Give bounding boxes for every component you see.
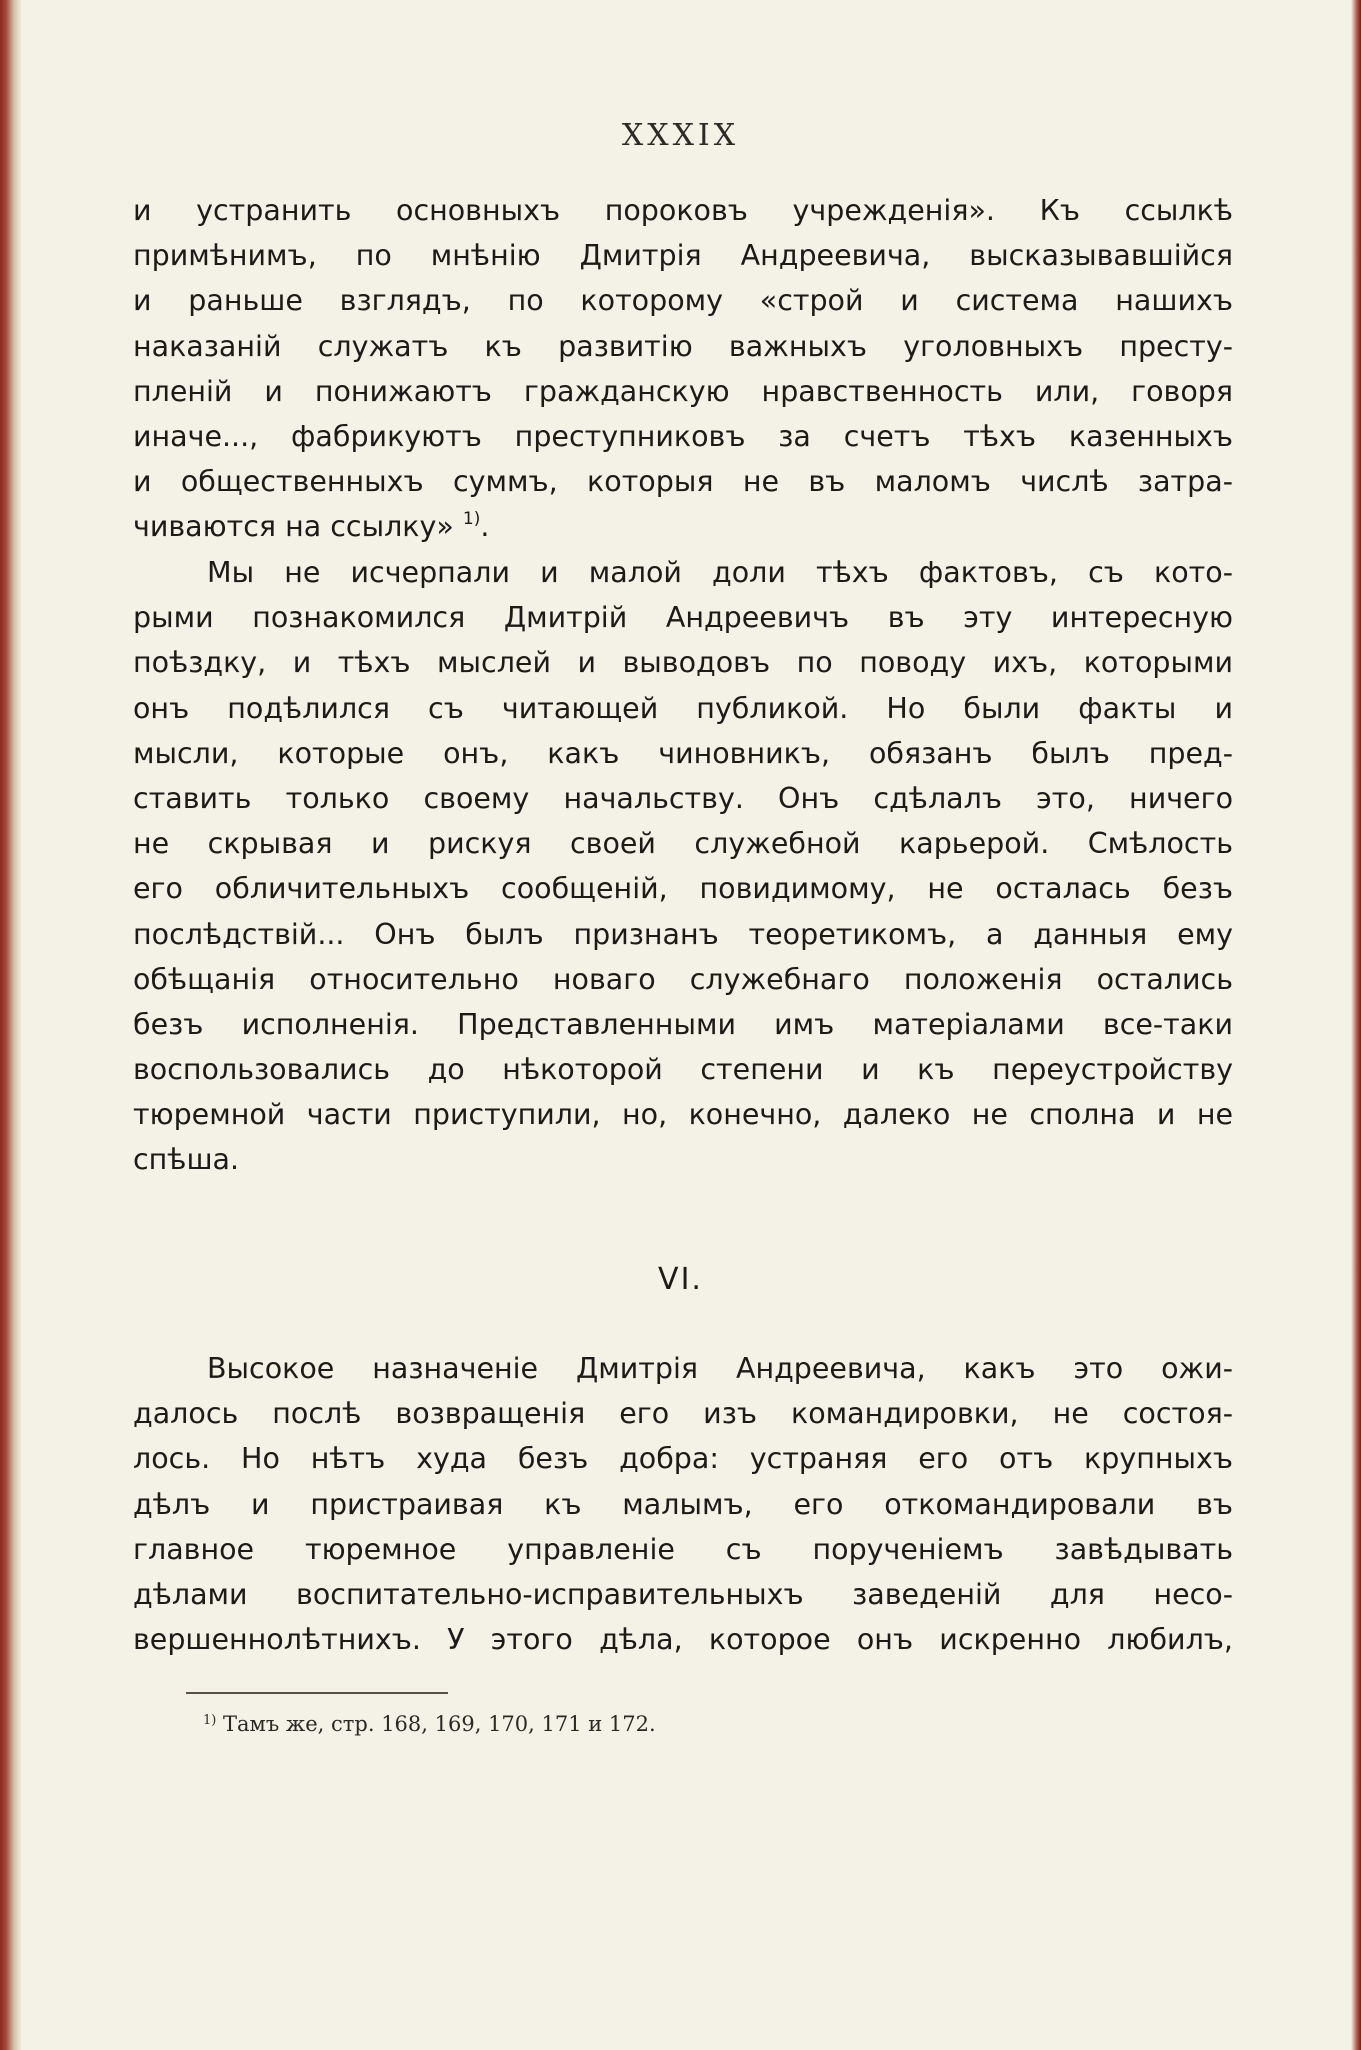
footnote-text: Тамъ же, стр. 168, 169, 170, 171 и 172. (223, 1712, 656, 1736)
footnote-divider (186, 1692, 448, 1694)
text-line: иначе..., фабрикуютъ преступниковъ за счетъ тѣхъ казенныхъ (133, 419, 1233, 453)
paragraph-continuation (133, 188, 1233, 550)
text-line-last (133, 504, 1233, 549)
footnote (203, 1712, 656, 1736)
text-line: тюремной части приступили, но, конечно, далеко не сполна и не (133, 1098, 1233, 1132)
text-line: мысли, которые онъ, какъ чиновникъ, обязанъ былъ пред- (133, 736, 1233, 770)
text-fragment: чиваются на ссылку» (133, 510, 454, 544)
paragraph-3 (133, 1346, 1233, 1662)
paragraph-2 (133, 550, 1233, 1183)
text-line: дѣлами воспитательно-исправительныхъ заведеній для несо- (133, 1577, 1233, 1611)
text-line: рыми познакомился Дмитрій Андреевичъ въ эту интересную (133, 601, 1233, 635)
text-line: примѣнимъ, по мнѣнію Дмитрія Андреевича, высказывавшійся (133, 239, 1233, 273)
text-line: главное тюремное управленіе съ порученіемъ завѣдывать (133, 1532, 1233, 1566)
text-line: воспользовались до нѣкоторой степени и къ переустройству (133, 1053, 1233, 1087)
page-edge-left (0, 0, 22, 2050)
text-line: онъ подѣлился съ читающей публикой. Но были факты и (133, 691, 1233, 725)
page-edge-right (1351, 0, 1361, 2050)
text-line: далось послѣ возвращенія его изъ командировки, не состоя- (133, 1397, 1233, 1431)
text-line: безъ исполненія. Представленными имъ матеріалами все-таки (133, 1007, 1233, 1041)
text-fragment: . (480, 510, 490, 544)
section-heading: VI. (658, 1262, 703, 1297)
text-line: не скрывая и рискуя своей служебной карьерой. Смѣлость (133, 827, 1233, 861)
text-line: поѣздку, и тѣхъ мыслей и выводовъ по поводу ихъ, которыми (133, 646, 1233, 680)
page-number: XXXIX (621, 118, 740, 153)
text-line: послѣдствій... Онъ былъ признанъ теоретикомъ, а данныя ему (133, 917, 1233, 951)
text-line-last: спѣша. (133, 1143, 240, 1177)
text-line: наказаній служатъ къ развитію важныхъ уголовныхъ престу- (133, 329, 1233, 363)
text-line: ставить только своему начальству. Онъ сдѣлалъ это, ничего (133, 781, 1233, 815)
text-line: дѣлъ и пристраивая къ малымъ, его откомандировали въ (133, 1487, 1233, 1521)
text-line: Высокое назначеніе Дмитрія Андреевича, какъ это ожи- (207, 1352, 1233, 1385)
text-line: лось. Но нѣтъ худа безъ добра: устраняя его отъ крупныхъ (133, 1442, 1233, 1476)
text-line: обѣщанія относительно новаго служебнаго положенія остались (133, 962, 1233, 996)
text-line: и устранить основныхъ пороковъ учрежденія». Къ ссылкѣ (133, 194, 1233, 227)
text-line: пленій и понижаютъ гражданскую нравственность или, говоря (133, 374, 1233, 408)
footnote-reference: 1) (462, 509, 481, 530)
text-line: Мы не исчерпали и малой доли тѣхъ фактовъ, съ кото- (207, 556, 1233, 589)
footnote-marker: 1) (203, 1713, 217, 1728)
text-line: и общественныхъ суммъ, которыя не въ маломъ числѣ затра- (133, 465, 1233, 499)
text-line: его обличительныхъ сообщеній, повидимому, не осталась безъ (133, 872, 1233, 906)
text-line: и раньше взглядъ, по которому «строй и система нашихъ (133, 284, 1233, 318)
text-line: вершеннолѣтнихъ. У этого дѣла, которое онъ искренно любилъ, (133, 1623, 1233, 1657)
